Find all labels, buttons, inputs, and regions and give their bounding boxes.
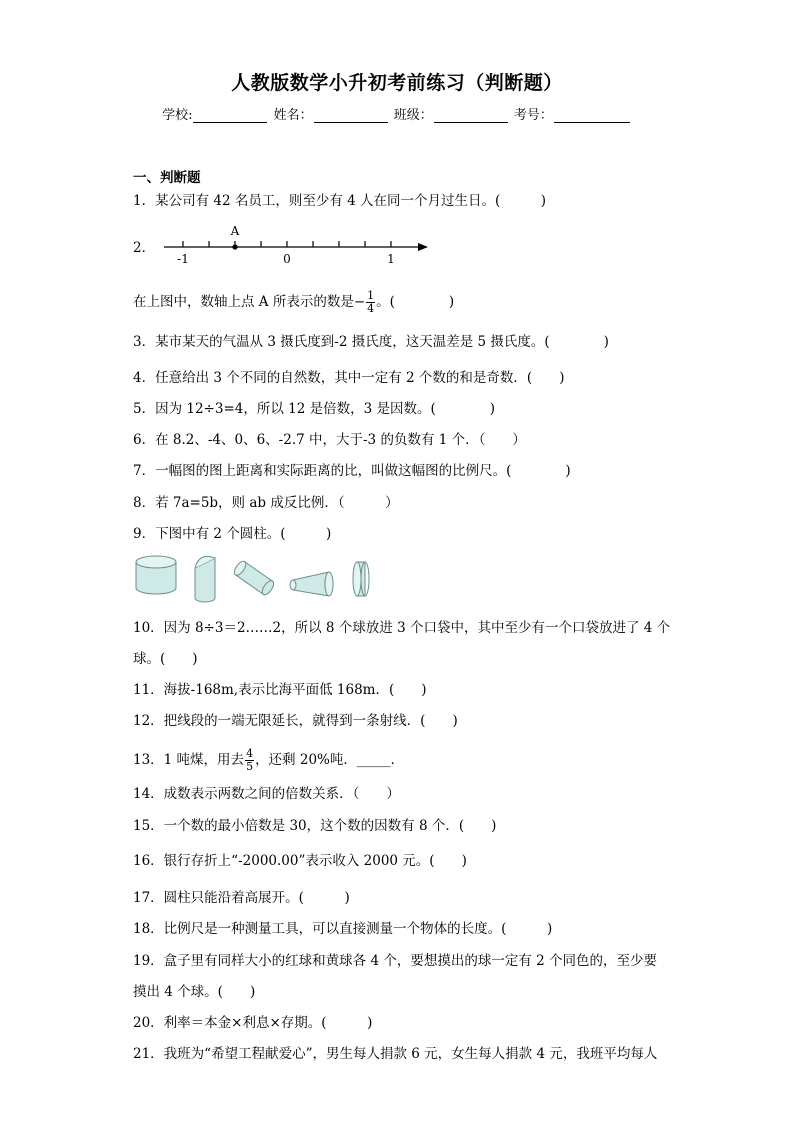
number-blank[interactable] [554,108,630,123]
fraction-one-quarter [366,290,375,315]
tick-label-neg1: -1 [177,252,189,266]
shape-frustum [290,572,333,596]
cylinder-shapes-figure [133,550,383,606]
shape-end [290,580,296,590]
student-info-line [0,104,794,123]
fraction-numerator: 4 [246,747,254,760]
shape-body [293,572,329,596]
question-19-line2: 摸出 4 个球。( ) [133,984,256,1000]
name-label: 姓名： [273,108,313,123]
fraction-numerator: 1 [367,289,375,302]
question-15: 15．一个数的最小倍数是 30，这个数的因数有 8 个．( ) [133,818,497,834]
number-line-figure [160,222,432,266]
question-7: 7．一幅图的图上距离和实际距离的比，叫做这幅图的比例尺。( ) [133,463,571,479]
q2-minus-sign: − [353,294,366,310]
q13-text-before: 13．1 吨煤，用去 [133,752,245,768]
number-line-arrow [418,243,428,251]
question-13 [133,748,404,773]
question-4: 4．任意给出 3 个不同的自然数，其中一定有 2 个数的和是奇数．( ) [133,370,565,386]
point-a-label: A [230,224,240,238]
tick-label-1: 1 [387,252,395,266]
question-16: 16．银行存折上“-2000.00”表示收入 2000 元。( ) [133,853,467,869]
tick-label-0: 0 [283,252,291,266]
question-2-text [133,290,454,315]
q2-text-after: 。( ) [376,294,455,310]
question-2-number: 2． [133,240,156,256]
question-17: 17．圆柱只能沿着高展开。( ) [133,890,350,906]
school-blank[interactable] [193,108,267,123]
shape-thin-disc-cylinder [353,562,369,596]
shape-end [353,562,361,596]
number-label: 考号： [513,108,553,123]
fraction-denominator: 4 [367,302,375,315]
question-12: 12．把线段的一端无限延长，就得到一条射线．( ) [133,713,458,729]
shape-slanted-cut-cylinder [195,556,215,602]
point-a-marker [232,244,237,249]
class-blank[interactable] [434,108,508,123]
fraction-four-fifths [245,748,254,773]
question-9: 9．下图中有 2 个圆柱。( ) [133,526,332,542]
question-19-line1: 19．盒子里有同样大小的红球和黄球各 4 个，要想摸出的球一定有 2 个同色的，至少要 [133,953,658,969]
question-18: 18．比例尺是一种测量工具，可以直接测量一个物体的长度。( ) [133,921,553,937]
question-11: 11．海拔-168m,表示比海平面低 168m．( ) [133,682,427,698]
shape-tilted-cylinder [232,559,276,596]
question-21: 21．我班为“希望工程献爱心”，男生每人捐款 6 元，女生每人捐款 4 元，我班平均每人 [133,1046,658,1062]
section-heading: 一、判断题 [133,170,201,186]
shape-end [325,572,333,596]
fraction-denominator: 5 [246,760,254,773]
question-10-line1: 10．因为 8÷3＝2……2，所以 8 个球放进 3 个口袋中，其中至少有一个口袋放进了 4 个 [133,620,671,636]
question-6: 6．在 8.2、-4、0、6、-2.7 中，大于-3 的负数有 1 个．（ ） [133,432,526,448]
shape-short-cylinder [136,556,176,594]
school-label: 学校: [162,108,193,123]
question-1: 1．某公司有 42 名员工，则至少有 4 人在同一个月过生日。( ) [133,193,547,209]
question-3: 3．某市某天的气温从 3 摄氏度到-2 摄氏度，这天温差是 5 摄氏度。( ) [133,334,609,350]
q2-text-before: 在上图中，数轴上点 A 所表示的数是 [133,294,354,310]
question-20: 20．利率＝本金×利息×存期。( ) [133,1015,373,1031]
q13-text-after: ，还剩 20%吨．_____． [255,752,405,768]
question-5: 5．因为 12÷3=4，所以 12 是倍数，3 是因数。( ) [133,401,496,417]
number-line-ticks [183,241,391,247]
question-14: 14．成数表示两数之间的倍数关系．（ ） [133,786,400,802]
page-title: 人教版数学小升初考前练习（判断题） [231,72,563,94]
question-10-line2: 球。( ) [133,651,198,667]
name-blank[interactable] [314,108,388,123]
question-8: 8．若 7a=5b，则 ab 成反比例．（ ） [133,495,399,511]
shape-top [136,556,176,568]
class-label: 班级： [393,108,433,123]
